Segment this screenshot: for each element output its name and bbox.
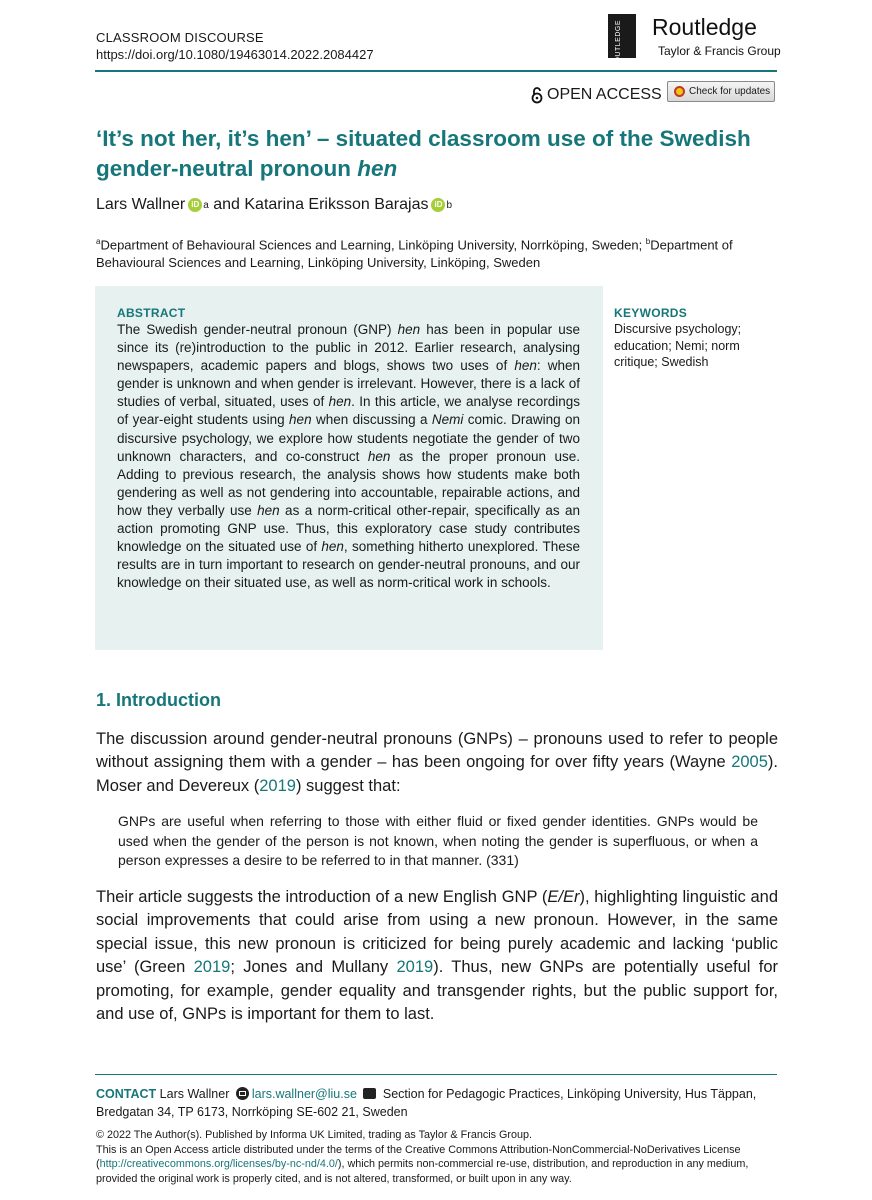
abstract-seg: has been in popular use since its (re)introduction to the public in 2012. Earlier research, analysing newspapers, academic papers and blogs, shows two uses of <box>117 322 580 374</box>
para-seg: The discussion around gender-neutral pronouns (GNPs) – pronouns used to refer to people without assigning them with a gender – has been ongoing for over fifty years (Wayne <box>96 730 778 772</box>
para-seg: ). Thus, new GNPs are potentially useful for promoting, for example, gender equality and transgender rights, but the public support for, and use of, GNPs is important for them to last. <box>96 958 778 1024</box>
author-line <box>96 196 452 214</box>
abstract-seg: when discussing a <box>311 412 432 428</box>
abstract-seg: . In this article, we analyse recordings of year-eight students using <box>117 394 580 428</box>
title-italic: hen <box>357 156 398 181</box>
routledge-logo-mark <box>608 14 636 69</box>
abstract-hen: hen <box>367 448 391 464</box>
publisher-subtitle: Taylor & Francis Group <box>658 44 781 58</box>
aff-a-sup: a <box>96 237 101 246</box>
keywords-heading: KEYWORDS <box>614 306 688 320</box>
contact-email[interactable]: lars.wallner@liu.se <box>251 1087 357 1101</box>
journal-name: CLASSROOM DISCOURSE <box>96 30 264 45</box>
copyright-line: © 2022 The Author(s). Published by Informa UK Limited, trading as Taylor & Francis Group. <box>96 1129 533 1141</box>
abstract-seg: as the proper pronoun use. Adding to previous research, the analysis shows how students make both gendering as well as not gendering into accountable, repairable actions, and how they verbally use <box>117 448 580 518</box>
license-block <box>96 1128 780 1186</box>
article-title <box>96 124 786 184</box>
abstract-seg: as a norm-critical other-repair, specifically as an action promoting GNP use. Thus, this exploratory case study contributes knowledge on the situated use of <box>117 502 581 555</box>
orcid-icon[interactable]: iD <box>188 198 202 212</box>
abstract-nemi: Nemi <box>431 412 464 428</box>
abstract-seg: : when gender is unknown and when gender is irrelevant. However, there is a lack of studies of verbal, situated, uses of <box>117 358 581 410</box>
abstract-hen: hen <box>397 322 421 337</box>
open-access-badge <box>531 86 662 104</box>
intro-paragraph-2 <box>96 886 778 1026</box>
orcid-icon[interactable]: iD <box>431 198 445 212</box>
para-italic: E/Er <box>547 888 580 906</box>
postal-address-icon <box>363 1088 376 1099</box>
abstract-hen: hen <box>257 502 280 518</box>
para-seg: Their article suggests the introduction of a new English GNP ( <box>96 888 548 906</box>
author-separator: and <box>208 196 245 213</box>
abstract-seg: comic. Drawing on discursive psychology, we explore how students negotiate the gender of two unknown characters, and co-construct <box>117 412 580 464</box>
title-text: ‘It’s not her, it’s hen’ – situated classroom use of the Swedish gender-neutral pronoun <box>96 126 751 181</box>
abstract-hen: hen <box>328 394 352 410</box>
license-text: This is an Open Access article distributed under the terms of the Creative Commons Attribution-NonCommercial-NoDerivatives License ( <box>96 1143 741 1171</box>
abstract-seg: The Swedish gender-neutral pronoun (GNP) <box>117 322 398 337</box>
check-for-updates-button[interactable] <box>667 81 775 102</box>
license-text: ), which permits non-commercial re-use, distribution, and reproduction in any medium, provided the original work is properly cited, and is not altered, transformed, or built upon in any way. <box>96 1158 749 1185</box>
abstract-text <box>117 321 580 592</box>
abstract-hen: hen <box>289 412 312 428</box>
contact-name: Lars Wallner <box>156 1087 233 1101</box>
citation-link[interactable]: 2019 <box>193 958 231 977</box>
footer-rule <box>95 1074 777 1075</box>
para-seg: ; Jones and Mullany <box>230 958 397 977</box>
citation-link[interactable]: 2019 <box>259 776 296 795</box>
doi-link[interactable]: https://doi.org/10.1080/19463014.2022.2084427 <box>96 47 374 62</box>
abstract-seg: , something hitherto unexplored. These results are in turn important to research on gender-neutral pronouns, and our knowledge on their situated use, as well as norm-critical work in schools. <box>117 539 580 591</box>
abstract-hen: hen <box>321 539 344 555</box>
citation-link[interactable]: 2005 <box>731 753 768 772</box>
abstract-heading: ABSTRACT <box>117 306 186 320</box>
author-1[interactable]: Lars Wallner <box>96 196 186 213</box>
aff-b: Department of Behavioural Sciences and Learning, Linköping University, Linköping, Sweden <box>96 237 733 271</box>
para-seg: ). Moser and Devereux ( <box>96 753 778 795</box>
block-quote: GNPs are useful when referring to those with either fluid or fixed gender identities. GNPs would be used when the gender of the person is not known, when noting the gender is superfluous, or when a person expresses a desire to be referred to in that manner. (331) <box>118 813 758 868</box>
author-2-affiliation-sup: b <box>446 199 453 211</box>
keywords-list: Discursive psychology; education; Nemi; norm critique; Swedish <box>614 322 742 369</box>
affiliations <box>96 233 786 272</box>
author-2[interactable]: Katarina Eriksson Barajas <box>244 196 429 213</box>
contact-address: Section for Pedagogic Practices, Linköping University, Hus Täppan, Bredgatan 34, TP 6173, Norrköping SE-602 21, Sweden <box>96 1087 757 1119</box>
section-heading-introduction: 1. Introduction <box>96 690 221 710</box>
license-url[interactable]: http://creativecommons.org/licenses/by-nc-nd/4.0/ <box>99 1158 338 1171</box>
aff-b-sup: b <box>645 237 651 246</box>
para-seg: ), highlighting linguistic and social improvements that could arise from using a new pronoun. However, in the same special issue, this new pronoun is criticized for being purely academic and lacking ‘public use’ (Green <box>96 888 778 977</box>
abstract-hen: hen <box>514 358 537 374</box>
citation-link[interactable]: 2019 <box>396 958 434 977</box>
publisher-name: Routledge <box>652 14 757 40</box>
open-lock-icon <box>531 86 543 104</box>
check-for-updates-label: Check for updates <box>689 86 771 97</box>
header-rule <box>95 70 777 72</box>
intro-paragraph-1 <box>96 728 778 798</box>
crossmark-icon <box>674 86 685 97</box>
open-access-label: OPEN ACCESS <box>547 86 662 103</box>
contact-block <box>96 1086 780 1121</box>
contact-label: CONTACT <box>96 1087 157 1101</box>
email-icon <box>236 1087 249 1100</box>
para-seg: ) suggest that: <box>295 776 401 795</box>
author-1-affiliation-sup: a <box>203 199 209 211</box>
aff-a: Department of Behavioural Sciences and Learning, Linköping University, Norrköping, Sweden; <box>100 237 646 253</box>
logo-mark-text: ROUTLEDGE <box>615 20 622 69</box>
